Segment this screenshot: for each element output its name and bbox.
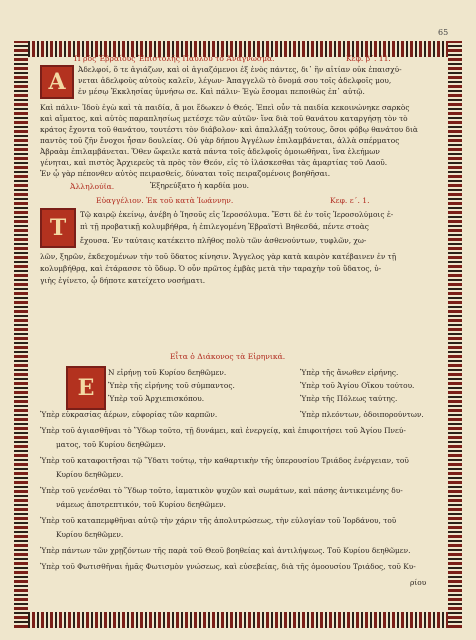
petition-line: Ὑπὲρ τοῦ καταφοιτῆσαι τῷ Ὕδατι τούτῳ, τὴν καθαρτικὴν τῆς ὑπερουσίου Τριάδος ἐνέργειαν, τοῦ bbox=[40, 456, 409, 465]
catchword: ρίου bbox=[410, 578, 427, 587]
gospel-line: κολυμβήθρᾳ, καὶ ἐτάρασσε τὸ ὕδωρ. Ὁ οὖν πρῶτος ἐμβὰς μετὰ τὴν ταραχὴν τοῦ ὕδατος, ὑ- bbox=[40, 264, 382, 273]
epistle-line: Ἐν ᾧ γὰρ πέπονθεν αὐτὸς πειρασθείς, δύναται τοῖς πειραζομένοις βοηθῆσαι. bbox=[40, 169, 331, 178]
petition-left: Ὑπὲρ τῆς εἰρήνης τοῦ σύμπαντος. bbox=[108, 381, 235, 390]
gospel-heading: Εὐαγγέλιον. Ἐκ τοῦ κατὰ Ἰωάννην. bbox=[96, 196, 234, 205]
petition-right: Ὑπὲρ πλεόντων, ὁδοιπορούντων. bbox=[300, 410, 424, 419]
epistle-line: Καὶ πάλιν· Ἰδοὺ ἐγὼ καὶ τὰ παιδία, ἅ μοι ἔδωκεν ὁ Θεός. Ἐπεὶ οὖν τὰ παιδία κεκοινώνηκε σαρκὸς bbox=[40, 103, 410, 112]
petition-line: Κυρίου δεηθῶμεν. bbox=[56, 530, 124, 539]
litany-heading: Εἶτα ὁ Διάκονος τὰ Εἰρηνικά. bbox=[170, 352, 286, 361]
gospel-line: γιὴς ἐγίνετο, ᾧ δήποτε κατείχετο νοσήματι. bbox=[40, 276, 206, 285]
page-number: 65 bbox=[438, 28, 449, 37]
petition-line: Ὑπὲρ τοῦ Φωτισθῆναι ἡμᾶς Φωτισμὸν γνώσεως, καὶ εὐσεβείας, διὰ τῆς ὁμοουσίου Τριάδος, τοῦ Κυ- bbox=[40, 562, 416, 571]
epistle-drop-cap: Α bbox=[40, 65, 74, 99]
petition-line: Ὑπὲρ τοῦ γενέσθαι τὸ Ὕδωρ τοῦτο, ἰαματικὸν ψυχῶν καὶ σωμάτων, καὶ πάσης ἀντικειμένης δυ- bbox=[40, 486, 403, 495]
petition-left: Ν εἰρήνῃ τοῦ Κυρίου δεηθῶμεν. bbox=[108, 368, 227, 377]
gospel-line: Τῷ καιρῷ ἐκείνῳ, ἀνέβη ὁ Ἰησοῦς εἰς Ἱεροσόλυμα. Ἔστι δὲ ἐν τοῖς Ἱεροσολύμοις ἐ- bbox=[80, 210, 394, 219]
litany-drop-cap: Ε bbox=[66, 366, 106, 410]
gospel-line: πὶ τῇ προβατικῇ κολυμβήθρα, ἡ ἐπιλεγομένη Ἑβραϊστὶ Βηθεσδά, πέντε στοὰς bbox=[80, 222, 369, 231]
petition-line: νάμεως ἀποτρεπτικόν, τοῦ Κυρίου δεηθῶμεν. bbox=[56, 500, 226, 509]
epistle-heading: Π ρὸς Ἑβραίους Ἐπιστολῆς Παύλου τὸ Ἀνάγνωσμα. bbox=[74, 54, 275, 63]
epistle-line: παντὸς τοῦ ζῆν ἔνοχοι ἦσαν δουλείας. Οὐ γὰρ δήπου Ἀγγέλων ἐπιλαμβάνεται, ἀλλὰ σπέρματος bbox=[40, 136, 400, 145]
gospel-reference: Κεφ. ε΄. 1. bbox=[330, 196, 370, 205]
epistle-line: ἐν μέσῳ Ἐκκλησίας ὑμνήσω σε. Καὶ πάλιν· Ἐγὼ ἔσομαι πεποιθὼς ἐπ᾽ αὐτῷ. bbox=[78, 87, 365, 96]
epistle-line: νεται ἀδελφοὺς αὐτοὺς καλεῖν, λέγων· Ἀπαγγελῶ τὸ ὄνομά σου τοῖς ἀδελφοῖς μου, bbox=[78, 76, 392, 85]
petition-line: ματος, τοῦ Κυρίου δεηθῶμεν. bbox=[56, 440, 166, 449]
gospel-line: ἔχουσα. Ἐν ταύταις κατέκειτο πλῆθος πολὺ τῶν ἀσθενούντων, τυφλῶν, χω- bbox=[80, 236, 367, 245]
epistle-line: κράτος ἔχοντα τοῦ θανάτου, τουτέστι τὸν διάβολον· καὶ ἀπαλλάξῃ τούτους, ὅσοι φόβῳ θανάτου διὰ bbox=[40, 125, 418, 134]
epistle-line: Ἀβραὰμ ἐπιλαμβάνεται. Ὅθεν ὤφειλε κατὰ πάντα τοῖς ἀδελφοῖς ὁμοιωθῆναι, ἵνα ἐλεήμων bbox=[40, 147, 380, 156]
petition-line: Ὑπὲρ πάντων τῶν χρῃζόντων τῆς παρὰ τοῦ Θεοῦ βοηθείας καὶ ἀντιλήψεως. Τοῦ Κυρίου δεηθῶμεν. bbox=[40, 546, 411, 555]
bottom-ornamental-border bbox=[14, 612, 462, 628]
alleluia-label: Ἀλληλούϊα. bbox=[70, 182, 115, 191]
petition-left: Ὑπὲρ τοῦ Ἀρχιεπισκόπου. bbox=[108, 394, 205, 403]
epistle-line: καὶ αἵματος, καὶ αὐτὸς παραπλησίως μετέσχε τῶν αὐτῶν· ἵνα διὰ τοῦ θανάτου καταργήσῃ τὸν τὸ bbox=[40, 114, 408, 123]
gospel-line: λῶν, ξηρῶν, ἐκδεχομένων τὴν τοῦ ὕδατος κίνησιν. Ἄγγελος γὰρ κατὰ καιρὸν κατέβαινεν ἐν τῇ bbox=[40, 252, 397, 261]
petition-line: Ὑπὲρ τοῦ καταπεμφθῆναι αὐτῷ τὴν χάριν τῆς ἀπολυτρώσεως, τὴν εὐλογίαν τοῦ Ἰορδάνου, τοῦ bbox=[40, 516, 397, 525]
epistle-line: Ἀδελφοί, ὅ τε ἁγιάζων, καὶ οἱ ἁγιαζόμενοι ἐξ ἑνὸς πάντες, δι᾽ ἣν αἰτίαν οὐκ ἐπαισχύ- bbox=[78, 65, 402, 74]
left-ornamental-border bbox=[14, 41, 28, 628]
petition-line: Ὑπὲρ τοῦ ἁγιασθῆναι τὸ Ὕδωρ τοῦτο, τῇ δυνάμει, καὶ ἐνεργείᾳ, καὶ ἐπιφοιτήσει τοῦ Ἁγίου Πνεύ- bbox=[40, 426, 406, 435]
petition-right: Ὑπὲρ τῆς ἄνωθεν εἰρήνης. bbox=[300, 368, 399, 377]
petition-right: Ὑπὲρ τοῦ Ἁγίου Οἴκου τούτου. bbox=[300, 381, 415, 390]
gospel-drop-cap: Τ bbox=[40, 208, 76, 248]
right-ornamental-border bbox=[448, 41, 462, 628]
epistle-line: γένηται, καὶ πιστὸς Ἀρχιερεὺς τὰ πρὸς τὸν Θεόν, εἰς τὸ ἱλάσκεσθαι τὰς ἁμαρτίας τοῦ Λαοῦ. bbox=[40, 158, 388, 167]
petition-right: Ὑπὲρ τῆς Πόλεως ταύτης. bbox=[300, 394, 398, 403]
petition-left: Ὑπὲρ εὐκρασίας ἀέρων, εὐφορίας τῶν καρπῶν. bbox=[40, 410, 218, 419]
epistle-reference: Κεφ. β΄. 11. bbox=[346, 54, 391, 63]
petition-line: Κυρίου δεηθῶμεν. bbox=[56, 470, 124, 479]
alleluia-verse: Ἐξηρεύξατο ἡ καρδία μου. bbox=[150, 181, 249, 190]
